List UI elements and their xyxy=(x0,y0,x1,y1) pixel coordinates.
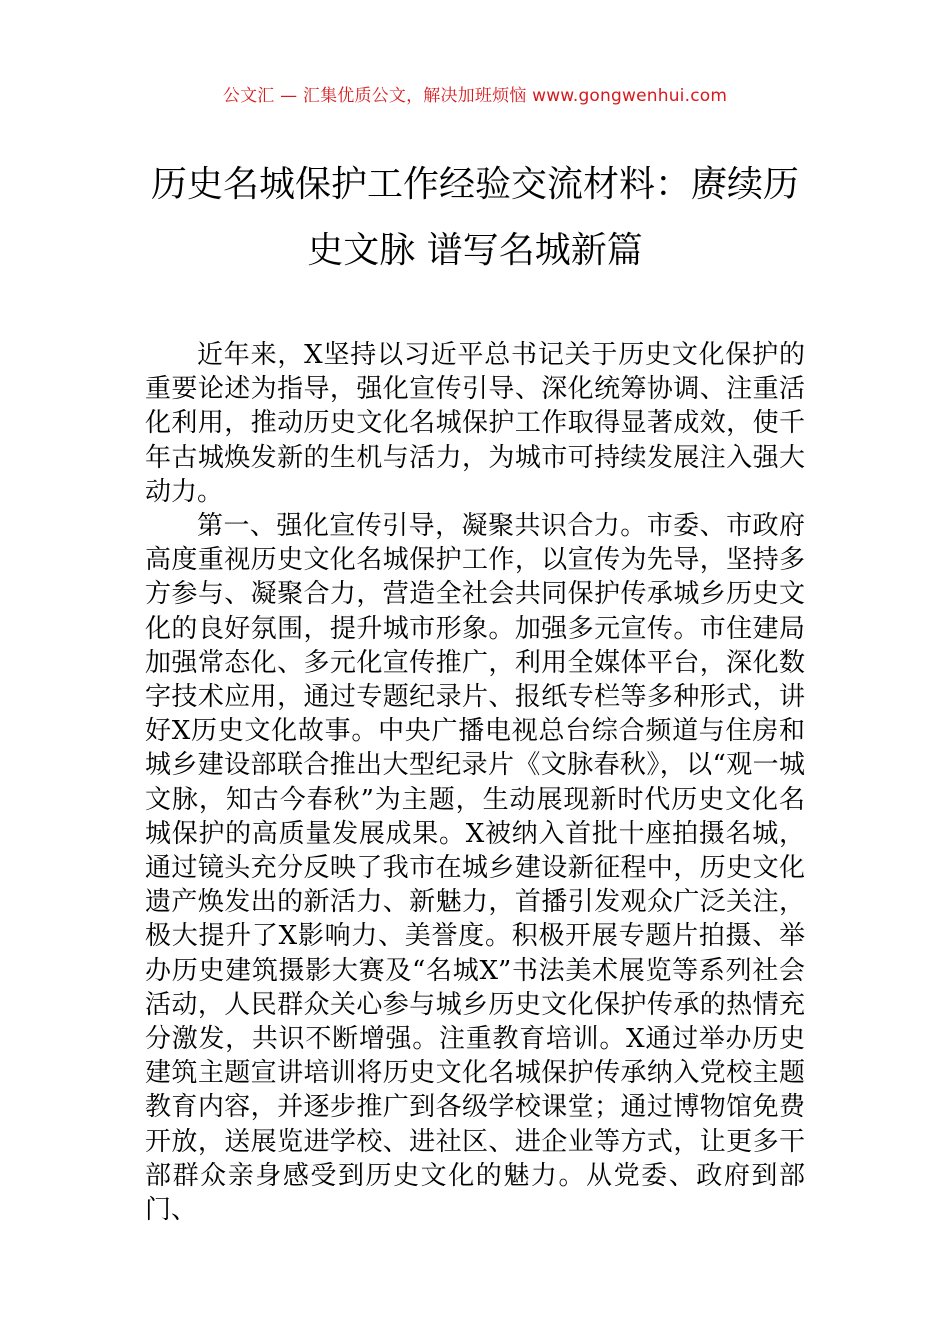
site-banner: 公文汇 — 汇集优质公文，解决加班烦恼 www.gongwenhui.com xyxy=(222,86,728,106)
paragraph-section-one: 第一、强化宣传引导，凝聚共识合力。市委、市政府高度重视历史文化名城保护工作，以宣传为先导，坚持多方参与、凝聚合力，营造全社会共同保护传承城乡历史文化的良好氛围，提升城市形象。加强多元宣传。市住建局加强常态化、多元化宣传推广，利用全媒体平台，深化数字技术应用，通过专题纪录片、报纸专栏等多种形式，讲好X历史文化故事。中央广播电视总台综合频道与住房和城乡建设部联合推出大型纪录片《文脉春秋》，以“观一城文脉，知古今春秋”为主题，生动展现新时代历史文化名城保护的高质量发展成果。X被纳入首批十座拍摄名城，通过镜头充分反映了我市在城乡建设新征程中，历史文化遗产焕发出的新活力、新魅力，首播引发观众广泛关注，极大提升了X影响力、美誉度。积极开展专题片拍摄、举办历史建筑摄影大赛及“名城X”书法美术展览等系列社会活动，人民群众关心参与城乡历史文化保护传承的热情充分激发，共识不断增强。注重教育培训。X通过举办历史建筑主题宣讲培训将历史文化名城保护传承纳入党校主题教育内容，并逐步推广到各级学校课堂；通过博物馆免费开放，送展览进学校、进社区、进企业等方式，让更多干部群众亲身感受到历史文化的魅力。从党委、政府到部门、 xyxy=(145,511,805,1226)
paragraph-intro: 近年来，X坚持以习近平总书记关于历史文化保护的重要论述为指导，强化宣传引导、深化统筹协调、注重活化利用，推动历史文化名城保护工作取得显著成效，使千年古城焕发新的生机与活力，为城市可持续发展注入强大动力。 xyxy=(145,340,805,507)
document-title: 历史名城保护工作经验交流材料：赓续历史文脉 谱写名城新篇 xyxy=(150,164,799,271)
document-body xyxy=(145,338,805,1227)
